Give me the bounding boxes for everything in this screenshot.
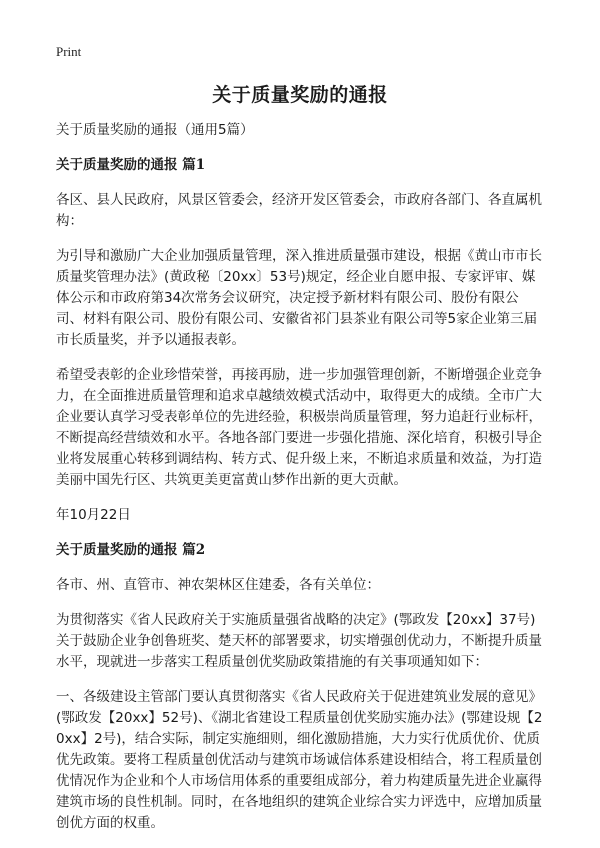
document-title: 关于质量奖励的通报 bbox=[212, 84, 388, 106]
print-link[interactable]: Print bbox=[56, 44, 82, 59]
paragraph: 为引导和激励广大企业加强质量管理，深入推进质量强市建设，根据《黄山市市长质量奖管理办法》(黄政秘〔20xx〕53号)规定，经企业自愿申报、专家评审、媒体公示和市政府第34次常务会议研究，决定授予新材料有限公司、股份有限公司、材料有限公司、股份有限公司、安徽省祁门县茶业有限公司等5家企业第三届市长质量奖，并予以通报表彰。 bbox=[56, 248, 542, 348]
paragraph: 各市、州、直管市、神农架林区住建委，各有关单位： bbox=[56, 577, 380, 593]
paragraph: 希望受表彰的企业珍惜荣誉，再接再励，进一步加强管理创新，不断增强企业竞争力，在全面推进质量管理和追求卓越绩效模式活动中，取得更大的成绩。全市广大企业要认真学习受表彰单位的先进经验，积极崇尚质量管理，努力追赶行业标杆，不断提高经营绩效和水平。各地各部门要进一步强化措施、深化培育，积极引导企业将发展重心转移到调结构、转方式、促升级上来，不断追求质量和效益，为打造美丽中国先行区、共筑更美更富黄山梦作出新的更大贡献。 bbox=[56, 367, 542, 488]
paragraph: 为贯彻落实《省人民政府关于实施质量强省战略的决定》(鄂政发【20xx】37号)关于鼓励企业争创鲁班奖、楚天杯的部署要求，切实增强创优动力，不断提升质量水平，现就进一步落实工程质量创优奖励政策措施的有关事项通知如下： bbox=[56, 612, 542, 670]
paragraph: 一、各级建设主管部门要认真贯彻落实《省人民政府关于促进建筑业发展的意见》(鄂政发【20xx】52号)、《湖北省建设工程质量创优奖励实施办法》(鄂建设规【20xx】2号)，结合实际，制定实施细则，细化激励措施，大力实行优质优价、优质优先政策。要将工程质量创优活动与建筑市场诚信体系建设相结合，将工程质量创优情况作为企业和个人市场信用体系的重要组成部分，着力构建质量先进企业赢得建筑市场的良性机制。同时，在各地组织的建筑企业综合实力评选中，应增加质量创优方面的权重。 bbox=[56, 689, 543, 831]
paragraph: 各区、县人民政府，风景区管委会，经济开发区管委会，市政府各部门、各直属机构： bbox=[56, 192, 542, 229]
section-heading-2: 关于质量奖励的通报 篇2 bbox=[56, 542, 206, 558]
document-date: 年10月22日 bbox=[56, 507, 131, 523]
document-body bbox=[56, 120, 544, 848]
document-subtitle: 关于质量奖励的通报（通用5篇） bbox=[56, 122, 254, 138]
section-heading-1: 关于质量奖励的通报 篇1 bbox=[56, 157, 206, 173]
